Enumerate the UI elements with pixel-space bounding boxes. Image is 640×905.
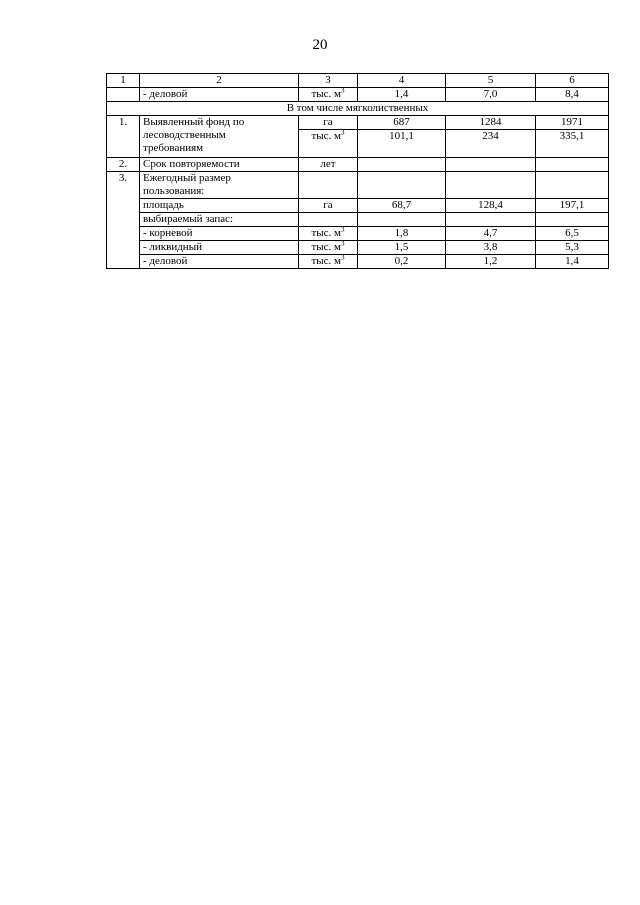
unit-cell: га [299, 116, 358, 130]
row-number: 3. [107, 172, 140, 269]
section-heading: В том числе мягколиственных [107, 102, 609, 116]
table-row [107, 213, 609, 227]
header-cell: 6 [536, 74, 609, 88]
table-row [107, 255, 609, 269]
value-cell: 1,4 [536, 255, 609, 269]
value-cell: 1284 [446, 116, 536, 130]
row-label: - ликвидный [140, 241, 299, 255]
value-cell: 6,5 [536, 227, 609, 241]
value-cell: 8,4 [536, 88, 609, 102]
value-cell: 1,5 [358, 241, 446, 255]
header-row [107, 74, 609, 88]
unit-cell: тыс. $м^3$ [299, 227, 358, 241]
row-label: - деловой [140, 255, 299, 269]
forest-data-table [106, 73, 609, 269]
table-row [107, 241, 609, 255]
unit-cell: тыс. $м^3$ [299, 130, 358, 158]
table-row [107, 88, 609, 102]
header-cell: 1 [107, 74, 140, 88]
value-cell: 4,7 [446, 227, 536, 241]
row-label: площадь [140, 199, 299, 213]
value-cell: 197,1 [536, 199, 609, 213]
row-label: выбираемый запас: [140, 213, 299, 227]
row-label: Срок повторяемости [140, 158, 299, 172]
unit-cell: лет [299, 158, 358, 172]
value-cell: 101,1 [358, 130, 446, 158]
value-cell: 687 [358, 116, 446, 130]
unit-cell: тыс. $м^3$ [299, 88, 358, 102]
value-cell: 1971 [536, 116, 609, 130]
row-label: Ежегодный размер пользования: [140, 172, 299, 199]
value-cell: 0,2 [358, 255, 446, 269]
row-label: - корневой [140, 227, 299, 241]
unit-cell: га [299, 199, 358, 213]
page-number: 20 [312, 37, 328, 53]
unit-cell: тыс. $м^3$ [299, 241, 358, 255]
row-number: 1. [107, 116, 140, 158]
header-cell: 4 [358, 74, 446, 88]
header-cell: 3 [299, 74, 358, 88]
value-cell: 3,8 [446, 241, 536, 255]
value-cell: 7,0 [446, 88, 536, 102]
value-cell: 1,4 [358, 88, 446, 102]
value-cell: 1,8 [358, 227, 446, 241]
value-cell: 335,1 [536, 130, 609, 158]
value-cell: 1,2 [446, 255, 536, 269]
section-row [107, 102, 609, 116]
value-cell: 5,3 [536, 241, 609, 255]
header-cell: 2 [140, 74, 299, 88]
table-row [107, 116, 609, 130]
unit-cell: тыс. $м^3$ [299, 255, 358, 269]
row-label: - деловой [140, 88, 299, 102]
value-cell: 68,7 [358, 199, 446, 213]
value-cell: 128,4 [446, 199, 536, 213]
value-cell: 234 [446, 130, 536, 158]
table-row [107, 227, 609, 241]
table-row [107, 158, 609, 172]
table-row [107, 199, 609, 213]
header-cell: 5 [446, 74, 536, 88]
row-number: 2. [107, 158, 140, 172]
table-row [107, 172, 609, 199]
row-label: Выявленный фонд по лесоводственным требованиям [140, 116, 299, 158]
